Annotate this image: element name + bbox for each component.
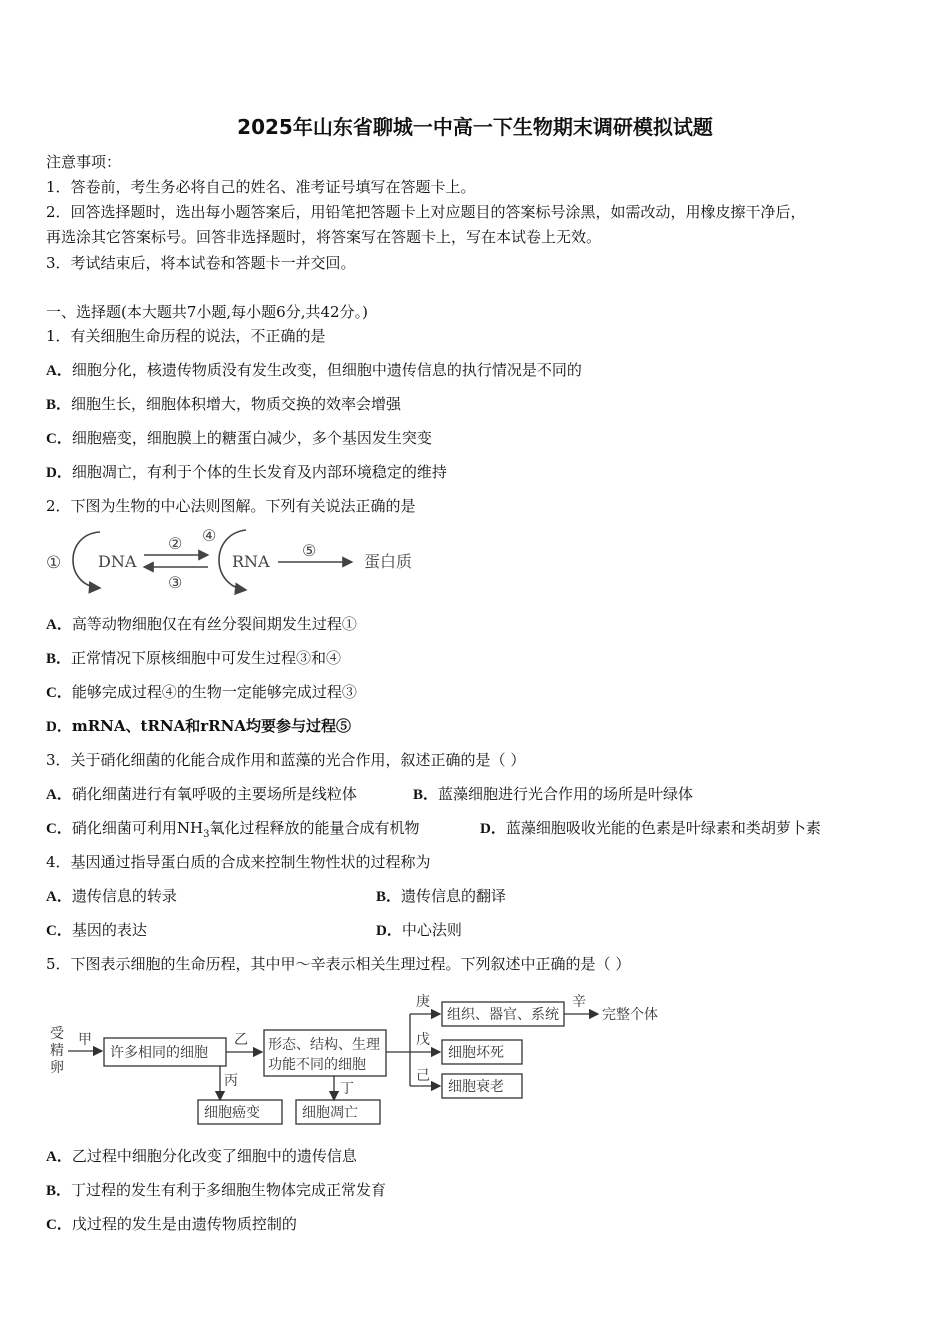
label-geng: 庚 (416, 994, 430, 1010)
label-egg-1: 受 (50, 1026, 64, 1042)
label-jia: 甲 (78, 1032, 92, 1048)
label-ding: 丁 (340, 1081, 354, 1097)
q1-option-c (46, 428, 432, 449)
label-complete-individual: 完整个体 (602, 1007, 658, 1023)
option-text: mRNA、tRNA和rRNA均要参与过程⑤ (71, 717, 351, 735)
label-bing: 丙 (224, 1073, 238, 1089)
option-label: A． (46, 617, 72, 633)
label-yi: 乙 (234, 1032, 248, 1048)
q4-option-b (376, 886, 506, 907)
option-text: 遗传信息的翻译 (401, 887, 507, 905)
label-n4: ④ (202, 526, 217, 545)
label-protein: 蛋白质 (364, 552, 413, 571)
option-text: 细胞凋亡，有利于个体的生长发育及内部环境稳定的维持 (71, 463, 447, 481)
q3-option-c (46, 818, 419, 845)
option-label: B． (46, 1183, 72, 1199)
option-label: C． (46, 1217, 72, 1233)
q2-stem: 2．下图为生物的中心法则图解。下列有关说法正确的是 (46, 497, 416, 515)
q4-option-d (376, 920, 462, 941)
option-text: 中心法则 (401, 921, 462, 939)
option-label: D． (376, 923, 402, 939)
q4-option-c (46, 920, 147, 941)
option-label: B． (376, 889, 402, 905)
option-text: 细胞分化，核遗传物质没有发生改变，但细胞中遗传信息的执行情况是不同的 (71, 361, 582, 379)
option-text: 细胞生长，细胞体积增大，物质交换的效率会增强 (71, 395, 402, 413)
label-n1: ① (46, 553, 62, 573)
q5-stem: 5．下图表示细胞的生命历程，其中甲～辛表示相关生理过程。下列叙述中正确的是（ ） (46, 955, 631, 973)
option-label: D． (46, 465, 72, 481)
q2-option-b (46, 648, 341, 669)
option-label: A． (46, 363, 72, 379)
notice-item-2b: 再选涂其它答案标号。回答非选择题时，将答案写在答题卡上，写在本试卷上无效。 (46, 228, 602, 246)
option-text: 遗传信息的转录 (71, 887, 177, 905)
option-label: C． (46, 431, 72, 447)
central-dogma-diagram (40, 524, 440, 596)
box-cancer-text: 细胞癌变 (204, 1105, 260, 1121)
replication-arc (73, 532, 100, 588)
option-label: B． (46, 397, 72, 413)
q3-option-b (413, 784, 693, 805)
option-text: 乙过程中细胞分化改变了细胞中的遗传信息 (71, 1147, 357, 1165)
q4-stem: 4．基因通过指导蛋白质的合成来控制生物性状的过程称为 (46, 853, 431, 871)
notice-item-2a: 2．回答选择题时，选出每小题答案后，用铅笔把答题卡上对应题目的答案标号涂黑，如需改动，用橡皮擦干净后， (46, 203, 806, 221)
option-text: 氧化过程释放的能量合成有机物 (209, 819, 420, 837)
option-text: 硝化细菌进行有氧呼吸的主要场所是线粒体 (71, 785, 357, 803)
notice-item-1: 1．答卷前，考生务必将自己的姓名、准考证号填写在答题卡上。 (46, 178, 476, 196)
q3-stem: 3．关于硝化细菌的化能合成作用和蓝藻的光合作用，叙述正确的是（ ） (46, 751, 526, 769)
label-dna: DNA (98, 552, 137, 571)
option-text: 蓝藻细胞吸收光能的色素是叶绿素和类胡萝卜素 (505, 819, 821, 837)
label-wu: 戊 (416, 1032, 430, 1048)
option-text: 高等动物细胞仅在有丝分裂间期发生过程① (71, 615, 357, 633)
box-apoptosis-text: 细胞凋亡 (302, 1105, 358, 1121)
box-necrosis-text: 细胞坏死 (448, 1045, 504, 1061)
option-text: 蓝藻细胞进行光合作用的场所是叶绿体 (438, 785, 694, 803)
box-differentiated-cells-text-2: 功能不同的细胞 (268, 1057, 366, 1073)
label-n2: ② (168, 534, 183, 553)
label-egg-3: 卵 (50, 1060, 64, 1076)
option-text: 能够完成过程④的生物一定能够完成过程③ (71, 683, 357, 701)
q3-option-d (480, 818, 821, 839)
option-label: D． (480, 821, 506, 837)
q2-option-c (46, 682, 357, 703)
section-heading: 一、选择题(本大题共7小题,每小题6分,共42分。) (46, 303, 368, 321)
q1-option-a (46, 360, 582, 381)
option-label: C． (46, 821, 72, 837)
option-label: A． (46, 1149, 72, 1165)
label-n5: ⑤ (302, 541, 317, 560)
q5-option-b (46, 1180, 386, 1201)
box-tissue-organ-text: 组织、器官、系统 (447, 1007, 559, 1023)
option-label: C． (46, 685, 72, 701)
label-egg-2: 精 (50, 1043, 64, 1059)
option-label: C． (46, 923, 72, 939)
q4-option-a (46, 886, 177, 907)
q5-option-c (46, 1214, 297, 1235)
box-differentiated-cells-text-1: 形态、结构、生理 (268, 1037, 380, 1053)
box-aging-text: 细胞衰老 (448, 1079, 504, 1095)
q5-option-a (46, 1146, 357, 1167)
q2-option-a (46, 614, 357, 635)
option-text: 正常情况下原核细胞中可发生过程③和④ (71, 649, 342, 667)
q1-option-b (46, 394, 401, 415)
option-label: B． (46, 651, 72, 667)
label-rna: RNA (232, 552, 270, 571)
option-label: A． (46, 787, 72, 803)
page-title: 2025年山东省聊城一中高一下生物期末调研模拟试题 (237, 115, 713, 139)
option-label: D． (46, 719, 72, 735)
q1-option-d (46, 462, 447, 483)
q1-stem: 1．有关细胞生命历程的说法，不正确的是 (46, 327, 326, 345)
label-n3: ③ (168, 573, 183, 592)
cell-life-history-diagram (44, 986, 684, 1128)
option-text: 硝化细菌可利用NH (71, 819, 204, 837)
notice-heading: 注意事项： (46, 153, 122, 171)
option-text: 细胞癌变，细胞膜上的糖蛋白减少，多个基因发生突变 (71, 429, 432, 447)
subscript: 3 (203, 829, 210, 840)
option-text: 丁过程的发生有利于多细胞生物体完成正常发育 (71, 1181, 387, 1199)
label-xin: 辛 (572, 994, 586, 1010)
option-label: A． (46, 889, 72, 905)
option-text: 戊过程的发生是由遗传物质控制的 (71, 1215, 297, 1233)
q2-option-d (46, 716, 351, 737)
notice-item-3: 3．考试结束后，将本试卷和答题卡一并交回。 (46, 254, 356, 272)
label-ji: 己 (416, 1068, 430, 1084)
q3-option-a (46, 784, 357, 805)
box-many-same-cells-text: 许多相同的细胞 (110, 1045, 208, 1061)
option-text: 基因的表达 (71, 921, 147, 939)
option-label: B． (413, 787, 439, 803)
